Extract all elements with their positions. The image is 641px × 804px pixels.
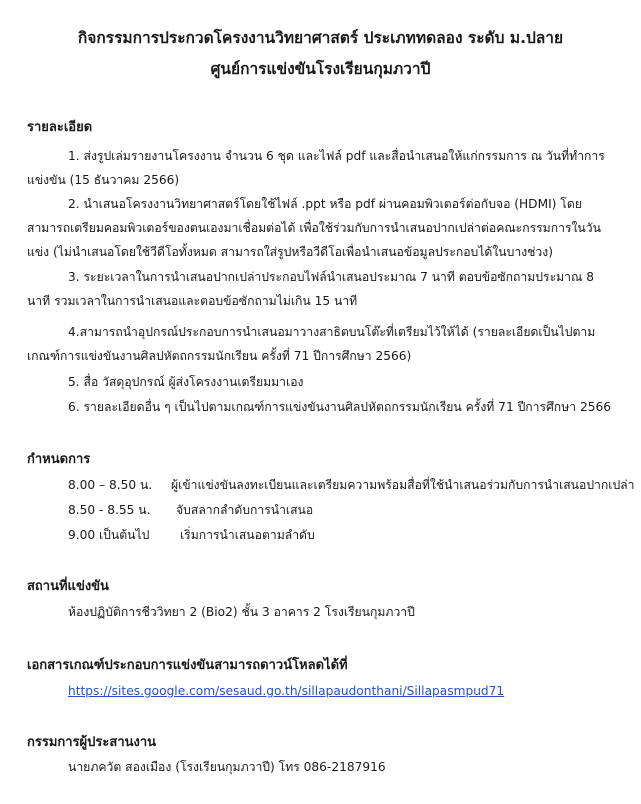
details-item-text: 2. นำเสนอโครงงานวิทยาศาสตร์โดยใช้ไฟล์ .ppt หรือ pdf ผ่านคอมพิวเตอร์ต่อกับจอ (HDMI) โดยสามารถเตรียมคอมพิวเตอร์ของตนเองมาเชื่อมต่อได้ เพื่อใช้ร่วมกับการนำเสนอปากเปล่าต่อคณะกรรมการในวันแข่ง (ไม่นำเสนอโดยใช้วีดีโอทั้งหมด สามารถใส่รูปหรือวีดีโอเพื่อนำเสนอข้อมูลประกอบได้ในบางช่วง) [27,197,601,259]
schedule-desc: จับสลากลำดับการนำเสนอ [176,503,314,517]
details-item-text: 3. ระยะเวลาในการนำเสนอปากเปล่าประกอบไฟล์นำเสนอประมาณ 7 นาที ตอบข้อซักถามประมาณ 8 นาที รวมเวลาในการนำเสนอและตอบข้อซักถามไม่เกิน 15 นาที [27,270,594,308]
schedule-heading: กำหนดการ [27,452,91,467]
details-item-text: 4.สามารถนำอุปกรณ์ประกอบการนำเสนอมาวางสาธิตบนโต๊ะที่เตรียมไว้ให้ได้ (รายละเอียดเป็นไปตามเกณฑ์การแข่งขันงานศิลปหัตถกรรมนักเรียน ครั้งที่ 71 ปีการศึกษา 2566) [27,325,596,363]
coordinator-heading: กรรมการผู้ประสานงาน [27,735,157,750]
schedule-time: 9.00 เป็นต้นไป [68,528,150,542]
documents-heading: เอกสารเกณฑ์ประกอบการแข่งขันสามารถดาวน์โหลดได้ที่ [27,658,348,673]
venue-heading: สถานที่แข่งขัน [27,579,109,594]
details-item-3 [27,265,621,313]
documents-link-wrapper [68,682,504,700]
page-title: กิจกรรมการประกวดโครงงานวิทยาศาสตร์ ประเภททดลอง ระดับ ม.ปลาย [77,29,564,47]
schedule-desc: ผู้เข้าแข่งขันลงทะเบียนและเตรียมความพร้อมสื่อที่ใช้นำเสนอร่วมกับการนำเสนอปากเปล่า [171,478,635,492]
details-item-4 [27,320,621,368]
schedule-time: 8.00 – 8.50 น. [68,478,153,492]
schedule-time: 8.50 - 8.55 น. [68,503,151,517]
details-item-6: 6. รายละเอียดอื่น ๆ เป็นไปตามเกณฑ์การแข่งขันงานศิลปหัตถกรรมนักเรียน ครั้งที่ 71 ปีการศึกษา 2566 [68,400,611,414]
documents-link[interactable]: https://sites.google.com/sesaud.go.th/sillapaudonthani/Sillapasmpud71 [68,684,505,698]
details-item-2 [27,192,621,264]
page-subtitle: ศูนย์การแข่งขันโรงเรียนกุมภวาปี [210,60,431,78]
coordinator-text: นายภควัต สองเมือง (โรงเรียนกุมภวาปี) โทร 086-2187916 [68,760,386,774]
details-heading: รายละเอียด [27,120,93,135]
details-item-1 [27,144,621,192]
details-item-5: 5. สื่อ วัสดุอุปกรณ์ ผู้ส่งโครงงานเตรียมมาเอง [68,375,304,389]
schedule-desc: เริ่มการนำเสนอตามลำดับ [180,528,315,542]
details-item-text: 1. ส่งรูปเล่มรายงานโครงงาน จำนวน 6 ชุด และไฟล์ pdf และสื่อนำเสนอให้แก่กรรมการ ณ วันที่ทำการแข่งขัน (15 ธันวาคม 2566) [27,149,605,187]
venue-text: ห้องปฏิบัติการชีววิทยา 2 (Bio2) ชั้น 3 อาคาร 2 โรงเรียนกุมภวาปี [68,605,415,619]
